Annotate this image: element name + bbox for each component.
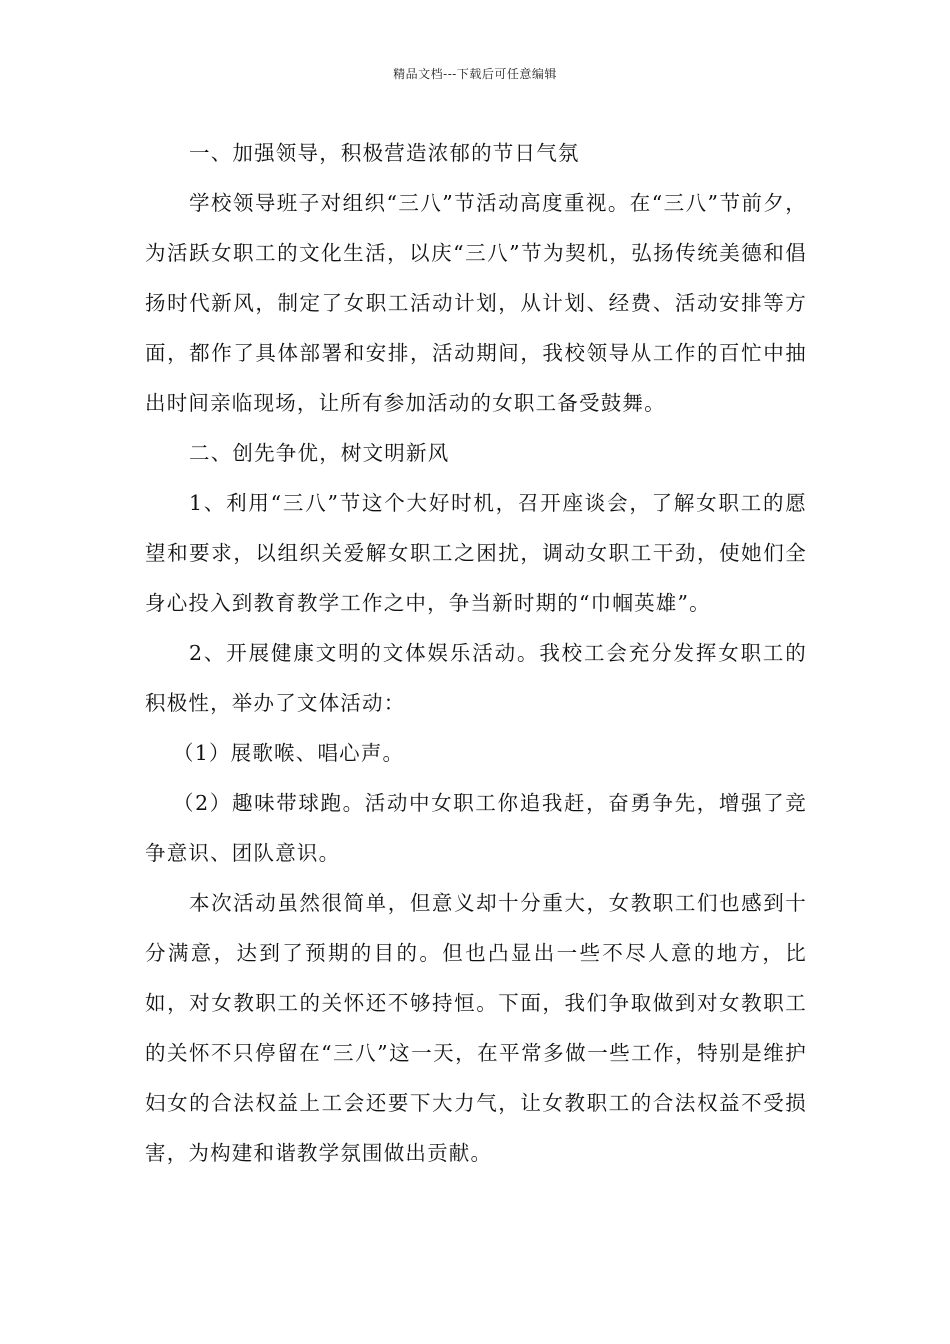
sub-item-2: （2）趣味带球跑。活动中女职工你追我赶，奋勇争先，增强了竞争意识、团队意识。: [145, 791, 807, 865]
page-header: 精品文档---下载后可任意编辑: [393, 67, 557, 81]
sub-item-1: （1）展歌喉、唱心声。: [173, 741, 405, 765]
list-item-2: 2、开展健康文明的文体娱乐活动。我校工会充分发挥女职工的积极性，举办了文体活动：: [145, 641, 807, 715]
section-1-heading: 一、加强领导，积极营造浓郁的节日气氛: [189, 141, 580, 165]
list-item-1: 1、利用“三八”节这个大好时机，召开座谈会，了解女职工的愿望和要求，以组织关爱解女职工之困扰，调动女职工干劲，使她们全身心投入到教育教学工作之中，争当新时期的“巾帼英雄”。: [145, 491, 807, 615]
section-2-heading: 二、创先争优，树文明新风: [189, 441, 450, 465]
section-1-paragraph: 学校领导班子对组织“三八”节活动高度重视。在“三八”节前夕，为活跃女职工的文化生活，以庆“三八”节为契机，弘扬传统美德和倡扬时代新风，制定了女职工活动计划，从计划、经费、活动安排等方面，都作了具体部署和安排，活动期间，我校领导从工作的百忙中抽出时间亲临现场，让所有参加活动的女职工备受鼓舞。: [145, 191, 807, 415]
document-body: [145, 128, 807, 1178]
conclusion-paragraph: 本次活动虽然很简单，但意义却十分重大，女教职工们也感到十分满意，达到了预期的目的。但也凸显出一些不尽人意的地方，比如，对女教职工的关怀还不够持恒。下面，我们争取做到对女教职工的关怀不只停留在“三八”这一天，在平常多做一些工作，特别是维护妇女的合法权益上工会还要下大力气，让女教职工的合法权益不受损害，为构建和谐教学氛围做出贡献。: [145, 891, 807, 1165]
